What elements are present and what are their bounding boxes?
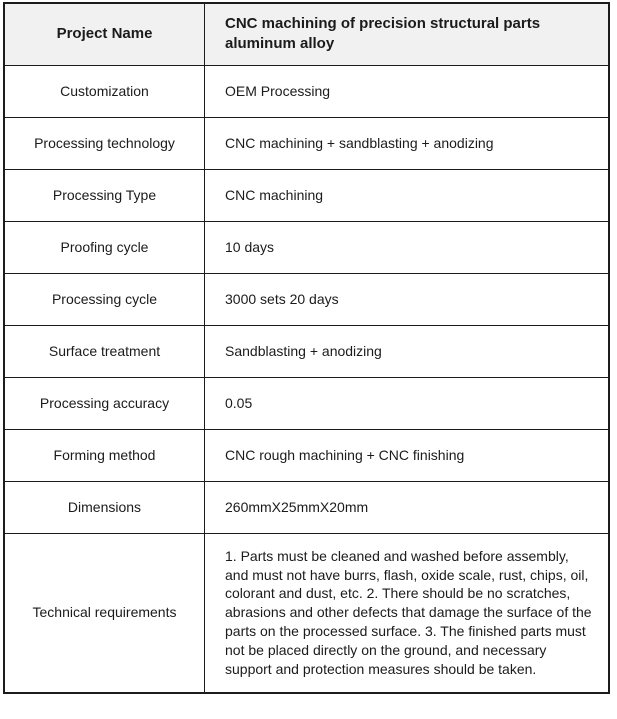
processing-cycle-value: 3000 sets 20 days [205,273,610,325]
dimensions-label: Dimensions [4,481,205,533]
technical-requirements-label: Technical requirements [4,533,205,693]
row-project-name [4,3,609,65]
product-spec-table [3,2,610,694]
row-dimensions [4,481,609,533]
project-name-value: CNC machining of precision structural parts aluminum alloy [205,3,610,65]
proofing-cycle-value: 10 days [205,221,610,273]
processing-accuracy-value: 0.05 [205,377,610,429]
processing-accuracy-label: Processing accuracy [4,377,205,429]
row-processing-accuracy [4,377,609,429]
proofing-cycle-label: Proofing cycle [4,221,205,273]
row-proofing-cycle [4,221,609,273]
processing-type-value: CNC machining [205,169,610,221]
customization-value: OEM Processing [205,65,610,117]
dimensions-value: 260mmX25mmX20mm [205,481,610,533]
forming-method-label: Forming method [4,429,205,481]
surface-treatment-value: Sandblasting + anodizing [205,325,610,377]
row-surface-treatment [4,325,609,377]
row-customization [4,65,609,117]
row-forming-method [4,429,609,481]
row-technical-requirements [4,533,609,693]
processing-technology-value: CNC machining + sandblasting + anodizing [205,117,610,169]
customization-label: Customization [4,65,205,117]
row-processing-type [4,169,609,221]
row-processing-technology [4,117,609,169]
forming-method-value: CNC rough machining + CNC finishing [205,429,610,481]
processing-cycle-label: Processing cycle [4,273,205,325]
project-name-label: Project Name [4,3,205,65]
surface-treatment-label: Surface treatment [4,325,205,377]
processing-type-label: Processing Type [4,169,205,221]
technical-requirements-value: 1. Parts must be cleaned and washed before assembly, and must not have burrs, flash, oxide scale, rust, chips, oil, colorant and dust, etc. 2. There should be no scratches, abrasions and other defects that damage the surface of the parts on the processed surface. 3. The finished parts must not be placed directly on the ground, and necessary support and protection measures should be taken. [205,533,610,693]
processing-technology-label: Processing technology [4,117,205,169]
row-processing-cycle [4,273,609,325]
